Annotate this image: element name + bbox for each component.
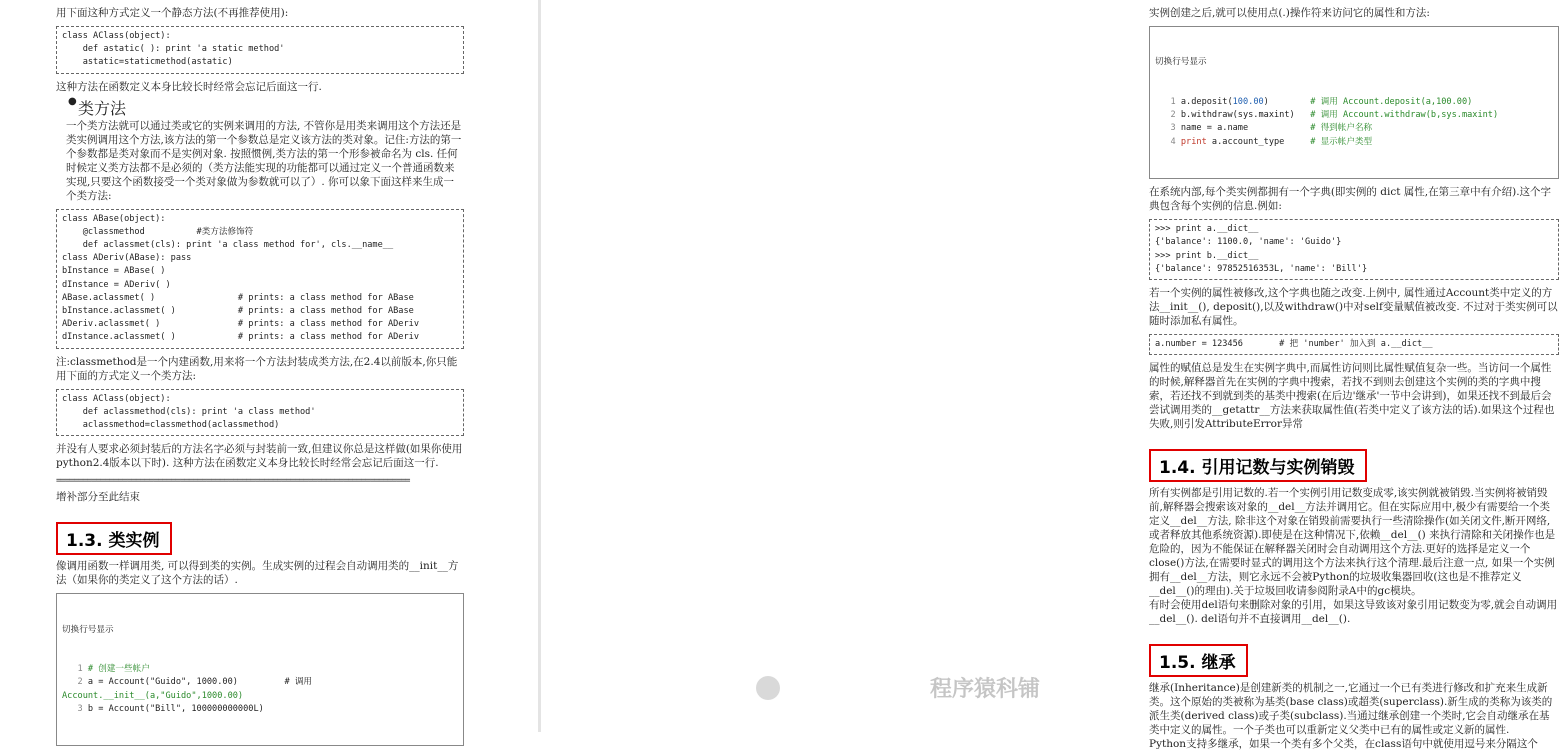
classmethod-note: 注:classmethod是一个内建函数,用来将一个方法封装成类方法,在2.4以前版本,你只能用下面的方式定义一个类方法: — [56, 355, 458, 382]
code-text: # 创建一些帐户 — [87, 664, 150, 675]
line-number-toggle[interactable]: 切换行号显示 — [1155, 57, 1207, 68]
supplement-end-note: 增补部分至此结束 — [56, 491, 140, 504]
line-number-toggle[interactable]: 切换行号显示 — [62, 624, 114, 635]
line-number: 3 — [62, 703, 88, 714]
line-number: 4 — [1155, 136, 1181, 147]
code-comment: # 调用 Account.deposit(a,100.00) — [1310, 97, 1473, 108]
code-line — [1155, 109, 1553, 122]
code-text: Account.__init__(a,"Guido",1000.00) — [62, 690, 244, 701]
bullet-dot-icon: ● — [68, 95, 77, 107]
watermark-logo-icon — [756, 676, 780, 700]
code-line: class ABase(object): — [62, 213, 166, 224]
code-text: a = Account("Guido", 1000.00) # 调用 — [87, 677, 313, 688]
heading-1-3: 1.3. 类实例 — [56, 522, 172, 555]
static-method-intro: 用下面这种方式定义一个静态方法(不再推荐使用): — [56, 7, 289, 19]
code-line: {'balance': 97852516353L, 'name': 'Bill'} — [1155, 263, 1368, 274]
heading-1-5: 1.5. 继承 — [1149, 644, 1248, 677]
code-line: @classmethod #类方法修饰符 — [62, 226, 254, 237]
del-paragraph: 有时会使用del语句来删除对象的引用，如果这导致该对象引用记数变为零,就会自动调用__del__(). del语句并不直接调用__del__(). — [1149, 599, 1558, 626]
code-line: >>> print a.__dict__ — [1155, 224, 1259, 235]
code-comment: # 显示帐户类型 — [1310, 136, 1373, 147]
code-line: class AClass(object): — [62, 393, 171, 404]
code-block-access — [1149, 26, 1559, 179]
left-column — [56, 6, 464, 752]
code-line: dInstance.aclassmet( ) # prints: a class method for ADeriv — [62, 332, 419, 343]
code-line: aclassmethod=classmethod(aclassmethod) — [62, 420, 280, 431]
code-line: bInstance.aclassmet( ) # prints: a class method for ABase — [62, 306, 414, 317]
code-text: name = a.name — [1180, 123, 1311, 134]
code-line: bInstance = ABase( ) — [62, 266, 166, 277]
line-number: 2 — [62, 677, 88, 688]
code-line: class AClass(object): — [62, 31, 171, 41]
attribute-lookup-paragraph: 属性的赋值总是发生在实例字典中,而属性访问则比属性赋值复杂一些。当访问一个属性的时候,解释器首先在实例的字典中搜索，若找不到则去创建这个实例的类的字典中搜索，若还找不到就到类的基类中搜索(在后边'继承'一节中会讲到)，如果还找不到最后会尝试调用类的__getattr__方法来获取属性值(若类中定义了该方法的话).如果这个过程也失败,则引发AttributeError异常 — [1149, 362, 1555, 431]
page-divider — [538, 0, 541, 732]
code-block-instance — [56, 593, 464, 746]
code-block-classmethod-old — [56, 389, 464, 437]
code-line: >>> print b.__dict__ — [1155, 250, 1259, 261]
multiple-inheritance-paragraph: Python支持多继承，如果一个类有多个父类，在class语句中就使用逗号来分隔这个 — [1149, 738, 1538, 751]
line-number: 1 — [62, 664, 88, 675]
code-block-dict — [1149, 219, 1559, 280]
inheritance-paragraph: 继承(Inheritance)是创建新类的机制之一,它通过一个已有类进行修改和扩充来生成新类。这个原始的类被称为基类(base class)或超类(superclass).新生成的类称为该类的派生类(derived class)或子类(subclass).当通过继承创建一个类时,它会自动继承在基类中定义的属性。一个子类也可以重新定义父类中已有的属性或定义新的属性. — [1149, 682, 1553, 737]
static-method-note: 这种方法在函数定义本身比较长时经常会忘记后面这一行. — [56, 80, 322, 93]
line-number: 2 — [1155, 110, 1181, 121]
code-line: class ADeriv(ABase): pass — [62, 253, 192, 264]
bullet-title: 类方法 — [78, 98, 127, 118]
code-block-static — [56, 26, 464, 74]
right-page — [543, 0, 1558, 751]
code-block-number: a.number = 123456 # 把 'number' 加入到 a.__dict__ — [1149, 334, 1559, 355]
code-line — [62, 663, 458, 676]
refcount-paragraph: 所有实例都是引用记数的.若一个实例引用记数变成零,该实例就被销毁.当实例将被销毁前,解释器会搜索该对象的__del__方法并调用它。但在实际应用中,极少有需要给一个类定义__del__方法, 除非这个对象在销毁前需要执行一些清除操作(如关闭文件,断开网络,或者释放其他系统资源).即使是在这种情况下,依赖__del__() 来执行清除和关闭操作也是危险的，因为不能保证在解释器关闭时会自动调用这个方法.更好的选择是定义一个close()方法,在需要时显式的调用这个方法来执行这个清理.最后注意一点, 如果一个实例拥有__del__方法，则它永远不会被Python的垃圾收集器回收(这也是不推荐定义__del__()的理由).关于垃圾回收请参阅附录A中的gc模块。 — [1149, 487, 1556, 598]
watermark: 程序猿科铺 — [929, 677, 1040, 702]
code-line: ABase.aclassmet( ) # prints: a class method for ABase — [62, 292, 414, 303]
code-line: def astatic( ): print 'a static method' — [62, 44, 285, 55]
instance-paragraph: 像调用函数一样调用类, 可以得到类的实例。生成实例的过程会自动调用类的__init__方法（如果你的类定义了这个方法的话）. — [56, 560, 459, 587]
attribute-access-intro: 实例创建之后,就可以使用点(.)操作符来访问它的属性和方法: — [1149, 7, 1430, 19]
right-column — [1149, 6, 1559, 751]
code-line: dInstance = ADeriv( ) — [62, 279, 171, 290]
code-block-classmethod — [56, 209, 464, 349]
left-page — [0, 0, 535, 732]
classmethod-bullet — [68, 96, 464, 119]
code-line — [62, 703, 458, 716]
heading-1-4: 1.4. 引用记数与实例销毁 — [1149, 449, 1367, 482]
code-line — [1155, 96, 1553, 109]
line-number: 1 — [1155, 97, 1181, 108]
section-rule: ================================================================================ — [56, 476, 410, 487]
dict-paragraph: 在系统内部,每个类实例都拥有一个字典(即实例的 dict 属性,在第三章中有介绍).这个字典包含每个实例的信息.例如: — [1149, 186, 1552, 213]
attribute-change-paragraph: 若一个实例的属性被修改,这个字典也随之改变.上例中, 属性通过Account类中定义的方法__init__(), deposit(),以及withdraw()中对self变量赋值被改变. 不过对于类实例可以随时添加私有属性。 — [1149, 287, 1558, 328]
naming-note: 并没有人要求必须封装后的方法名字必须与封装前一致,但建议你总是这样做(如果你使用python2.4版本以下时). 这种方法在函数定义本身比较长时经常会忘记后面这一行. — [56, 443, 463, 470]
code-line: {'balance': 1100.0, 'name': 'Guido'} — [1155, 237, 1342, 248]
code-line: ADeriv.aclassmet( ) # prints: a class method for ADeriv — [62, 319, 419, 330]
code-line — [1155, 122, 1553, 135]
line-number: 3 — [1155, 123, 1181, 134]
code-comment: # 调用 Account.withdraw(b,sys.maxint) — [1310, 110, 1499, 121]
code-line: def aclassmethod(cls): print 'a class method' — [62, 406, 316, 417]
code-text: a.deposit(100.00) — [1180, 97, 1311, 108]
classmethod-description: 一个类方法就可以通过类或它的实例来调用的方法, 不管你是用类来调用这个方法还是类实例调用这个方法,该方法的第一个参数总是定义该方法的类对象。记住:方法的第一个参数都是类对象而不是实例对象. 按照惯例,类方法的第一个形参被命名为 cls. 任何时候定义类方法都不是必须的（类方法能实现的功能都可以通过定义一个普通函数来实现,只要这个函数接受一个类对象做为参数就可以了）. 你可以象下面这样来生成一个类方法: — [66, 119, 462, 202]
code-text: print a.account_type — [1180, 136, 1311, 147]
code-line — [1155, 136, 1553, 149]
code-line — [62, 690, 458, 703]
code-line — [62, 676, 458, 689]
code-line: def aclassmet(cls): print 'a class method for', cls.__name__ — [62, 240, 394, 251]
code-text: b = Account("Bill", 100000000000L) — [87, 703, 264, 714]
code-comment: # 得到帐户名称 — [1310, 123, 1373, 134]
code-text: b.withdraw(sys.maxint) — [1180, 110, 1311, 121]
code-line: astatic=staticmethod(astatic) — [62, 57, 233, 68]
